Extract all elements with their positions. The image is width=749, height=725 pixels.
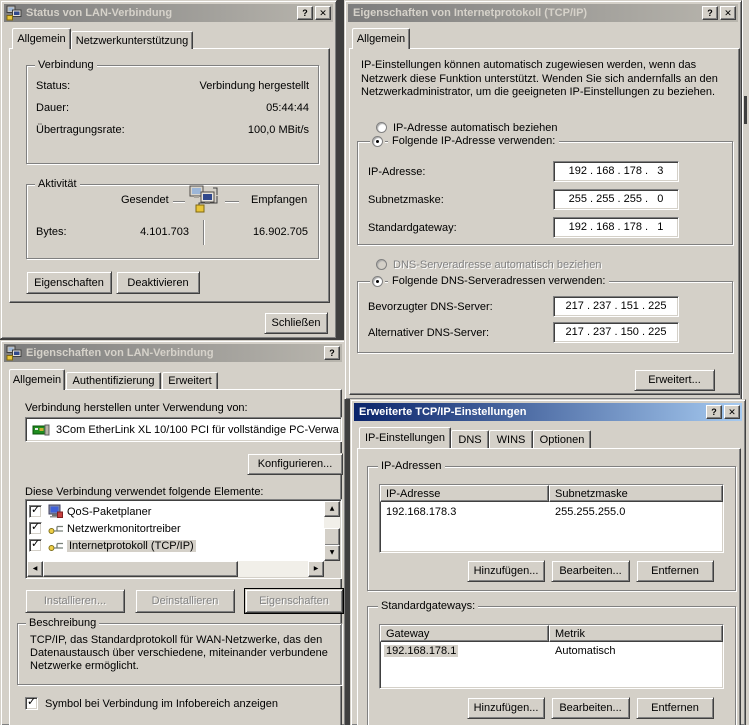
adapter-name: 3Com EtherLink XL 10/100 PCI für vollständige PC-Verwa [56,424,339,436]
preferred-dns-label: Bevorzugter DNS-Server: [368,301,493,313]
ip-addresses-table[interactable] [379,484,724,553]
status-label: Status: [36,80,71,92]
advanced-titlebar[interactable] [354,403,742,421]
tray-icon-label: Symbol bei Verbindung im Infobereich anzeigen [45,698,278,710]
table-cell-ip[interactable]: 192.168.178.3 [386,506,457,518]
list-item-netmon[interactable] [29,520,181,537]
description-text: TCP/IP, das Standardprotokoll für WAN-Netzwerke, das den Datenaustausch über verschiedene, miteinander verbundene Netzwerke ermöglicht. [30,634,328,672]
connect-using-label: Verbindung herstellen unter Verwendung von: [25,402,248,414]
tab-ip-einstellungen[interactable]: IP-Einstellungen [359,427,451,448]
connection-legend: Verbindung [35,59,97,72]
status-window [0,0,337,339]
adapter-field[interactable] [25,417,342,442]
list-item-label: QoS-Paketplaner [67,505,152,518]
lan-connection-icon [6,5,22,21]
alternate-dns-label: Alternativer DNS-Server: [368,327,490,339]
received-dash [225,201,239,202]
background-window-fragment [744,96,747,124]
lan-connection-icon [6,345,22,361]
window-title: Eigenschaften von Internetprotokoll (TCP/IP) [353,7,588,19]
column-header-metric[interactable]: Metrik [549,625,723,642]
preferred-dns-field[interactable]: 217 . 237 . 151 . 225 [553,296,679,317]
ip-add-button[interactable]: Hinzufügen... [467,560,545,582]
netmon-checkbox[interactable]: ✓ [31,520,41,533]
uninstall-button: Deinstallieren [135,589,235,613]
list-item-tcpip[interactable] [29,537,196,554]
tab-allgemein[interactable]: Allgemein [352,28,410,49]
h-scroll-thumb[interactable] [43,561,238,577]
auto-ip-label[interactable]: IP-Adresse automatisch beziehen [393,122,558,134]
window-title: Eigenschaften von LAN-Verbindung [26,347,214,359]
tab-wins[interactable]: WINS [489,430,533,448]
use-ip-label[interactable]: Folgende IP-Adresse verwenden: [388,135,559,147]
alternate-dns-field[interactable]: 217 . 237 . 150 . 225 [553,322,679,343]
close-icon[interactable]: ✕ [720,6,736,20]
qos-checkbox[interactable]: ✓ [31,503,41,516]
advanced-button[interactable]: Erweitert... [634,369,715,391]
use-dns-radio[interactable] [372,276,383,287]
sent-dash [173,201,185,202]
scroll-right-button[interactable]: ▶ [308,561,324,577]
speed-label: Übertragungsrate: [36,124,125,136]
help-button[interactable]: ? [702,6,718,20]
close-icon[interactable]: ✕ [724,405,740,419]
auto-ip-radio[interactable] [376,122,387,133]
duration-value: 05:44:44 [266,102,309,114]
properties-button: Eigenschaften [245,589,343,613]
advanced-tcpip-window [350,399,746,725]
bytes-separator [203,220,204,245]
status-value: Verbindung hergestellt [199,80,309,92]
column-header-gateway[interactable]: Gateway [380,625,549,642]
gateways-legend: Standardgateways: [378,600,478,613]
gateways-table[interactable] [379,624,724,689]
tab-dns[interactable]: DNS [451,430,489,448]
help-button[interactable]: ? [706,405,722,419]
description-legend: Beschreibung [26,617,99,630]
scroll-down-button[interactable]: ▼ [324,545,340,561]
list-item-label: Netzwerkmonitortreiber [67,522,181,535]
list-item-qos[interactable] [29,503,151,520]
tab-netzwerkunterstuetzung[interactable]: Netzwerkunterstützung [71,31,193,49]
activity-legend: Aktivität [35,178,80,191]
default-gateway-label: Standardgateway: [368,222,457,234]
close-button[interactable]: Schließen [264,312,328,334]
bytes-received-value: 16.902.705 [252,226,308,238]
auto-dns-label: DNS-Serveradresse automatisch beziehen [393,259,602,271]
table-cell-mask[interactable]: 255.255.255.0 [555,506,626,518]
tab-optionen[interactable]: Optionen [533,430,591,448]
activity-computers-icon [187,185,221,215]
ip-address-label: IP-Adresse: [368,166,426,178]
intro-text: IP-Einstellungen können automatisch zugewiesen werden, wenn das Netzwerk diese Funktion unterstützt. Wenden Sie sich andernfalls an den Netzwerkadministrator, um die geeigneten IP-Einstellungen zu beziehen. [361,59,718,98]
ip-remove-button[interactable]: Entfernen [636,560,714,582]
subnet-mask-field[interactable]: 255 . 255 . 255 . 0 [553,189,679,210]
network-adapter-icon [32,423,50,437]
tray-icon-checkbox[interactable]: ✓ [27,695,37,708]
items-label: Diese Verbindung verwendet folgende Elemente: [25,486,264,498]
deactivate-button[interactable]: Deaktivieren [116,271,200,294]
close-icon[interactable]: ✕ [315,6,331,20]
configure-button[interactable]: Konfigurieren... [247,453,343,475]
gw-edit-button[interactable]: Bearbeiten... [551,697,630,719]
scroll-left-button[interactable]: ◀ [27,561,43,577]
default-gateway-field[interactable]: 192 . 168 . 178 . 1 [553,217,679,238]
help-button[interactable]: ? [324,346,340,360]
window-title: Erweiterte TCP/IP-Einstellungen [359,406,527,418]
tcpip-checkbox[interactable]: ✓ [31,537,41,550]
computer-icon [48,504,63,519]
protocol-icon [48,540,64,552]
speed-value: 100,0 MBit/s [247,124,309,136]
tab-authentifizierung[interactable]: Authentifizierung [66,372,161,389]
use-ip-radio[interactable] [372,136,383,147]
gw-add-button[interactable]: Hinzufügen... [467,697,545,719]
column-header-ip[interactable]: IP-Adresse [380,485,549,502]
ip-address-field[interactable]: 192 . 168 . 178 . 3 [553,161,679,182]
tab-allgemein[interactable]: Allgemein [9,369,65,390]
lan-properties-window [0,340,346,725]
lan-properties-titlebar[interactable] [4,344,342,362]
gw-remove-button[interactable]: Entfernen [636,697,714,719]
tcpip-titlebar[interactable] [348,4,738,22]
install-button: Installieren... [25,589,125,613]
auto-dns-radio [376,259,387,270]
tab-allgemein[interactable]: Allgemein [12,28,71,49]
use-dns-label[interactable]: Folgende DNS-Serveradressen verwenden: [388,275,609,287]
window-title: Status von LAN-Verbindung [26,7,173,19]
protocol-icon [48,523,64,535]
v-scroll-thumb[interactable] [324,528,340,546]
table-cell-gateway-selected[interactable]: 192.168.178.1 [386,645,457,657]
tcpip-properties-window [344,0,742,400]
bytes-label: Bytes: [36,226,67,238]
components-listbox[interactable] [25,499,342,579]
sent-label: Gesendet [121,194,169,206]
scroll-corner [324,561,340,577]
subnet-mask-label: Subnetzmaske: [368,194,444,206]
received-label: Empfangen [251,194,308,206]
help-button[interactable]: ? [297,6,313,20]
table-cell-metric[interactable]: Automatisch [555,645,616,657]
bytes-sent-value: 4.101.703 [140,226,189,238]
scroll-up-button[interactable]: ▲ [324,501,340,517]
properties-button[interactable]: Eigenschaften [26,271,112,294]
duration-label: Dauer: [36,102,70,114]
status-titlebar[interactable] [4,4,333,22]
column-header-mask[interactable]: Subnetzmaske [549,485,723,502]
tab-erweitert[interactable]: Erweitert [162,372,218,389]
description-group [17,617,342,685]
ip-edit-button[interactable]: Bearbeiten... [551,560,630,582]
ip-addresses-legend: IP-Adressen [378,460,445,473]
list-item-label-selected: Internetprotokoll (TCP/IP) [69,539,194,552]
